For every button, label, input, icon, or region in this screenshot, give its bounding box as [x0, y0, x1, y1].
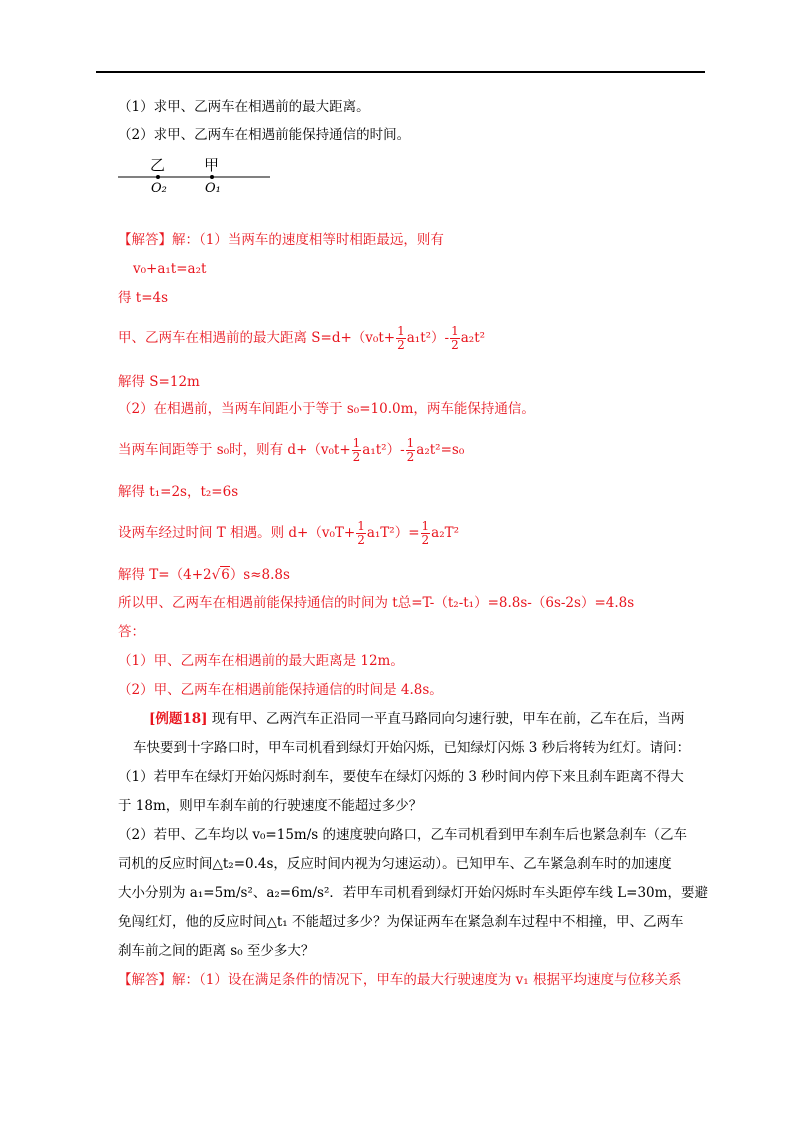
- meeting-equation: 设两车经过时间 T 相遇。则 d+（v₀T+ $\frac{1}{2}$ a₁T²）= $\frac{1}{2}$ a₂T²: [118, 519, 460, 547]
- position-diagram: [118, 150, 278, 196]
- max-distance-formula: 甲、乙两车在相遇前的最大距离 S=d+（v₀t+ $\frac{1}{2}$ a₁t²）- $\frac{1}{2}$ a₂t²: [118, 324, 486, 352]
- fraction-half: $\frac{1}{2}$: [397, 324, 405, 352]
- example-18-line-2: 车快要到十字路口时，甲车司机看到绿灯开始闪烁，已知绿灯闪烁 3 秒后将转为红灯。请问：: [133, 740, 691, 756]
- question-part-1: （1）求甲、乙两车在相遇前的最大距离。: [118, 99, 370, 115]
- result-t: 得 t=4s: [118, 290, 169, 306]
- label-yi: 乙: [150, 156, 166, 174]
- example-18-line-8: 免闯红灯，他的反应时间△t₁ 不能超过多少？为保证两车在紧急刹车过程中不相撞，甲、乙两车: [118, 914, 684, 930]
- label-o2: O₂: [151, 181, 167, 196]
- result-t1-t2: 解得 t₁=2s，t₂=6s: [118, 484, 239, 500]
- result-T: 解得 T=（4+2√6）s≈8.8s: [118, 567, 290, 583]
- point-o1: [210, 175, 214, 179]
- answer-tag: 【解答】: [118, 232, 172, 248]
- fraction-half: $\frac{1}{2}$: [406, 436, 415, 464]
- question-part-2: （2）求甲、乙两车在相遇前能保持通信的时间。: [118, 127, 411, 143]
- label-jia: 甲: [204, 156, 220, 174]
- example-18-line-4: 于 18m，则甲车刹车前的行驶速度不能超过多少？: [118, 798, 423, 814]
- example-18-line-3: （1）若甲车在绿灯开始闪烁时刹车，要使车在绿灯闪烁的 3 秒时间内停下来且刹车距离不得大: [118, 769, 684, 785]
- example-18-line-1: [例题18] 现有甲、乙两汽车正沿同一平直马路同向匀速行驶，甲车在前，乙车在后，当两: [149, 711, 685, 727]
- answer-2-intro: 【解答】解：（1）设在满足条件的情况下，甲车的最大行驶速度为 v₁ 根据平均速度与位移关系: [118, 972, 682, 988]
- fraction-half: $\frac{1}{2}$: [352, 436, 361, 464]
- example-tag: [例题18]: [149, 711, 208, 727]
- fraction-half: $\frac{1}{2}$: [421, 519, 430, 547]
- example-18-line-6: 司机的反应时间△t₂=0.4s，反应时间内视为匀速运动）。已知甲车、乙车紧急刹车时的加速度: [118, 856, 672, 872]
- label-o1: O₁: [205, 181, 221, 196]
- example-18-line-9: 刹车前之间的距离 s₀ 至少多大？: [118, 943, 315, 959]
- part2-intro: （2）在相遇前，当两车间距小于等于 s₀=10.0m，两车能保持通信。: [118, 401, 535, 417]
- communication-equation: 当两车间距等于 s₀时，则有 d+（v₀t+ $\frac{1}{2}$ a₁t²）- $\frac{1}{2}$ a₂t²=s₀: [118, 436, 465, 464]
- point-o2: [156, 175, 160, 179]
- answer-label: 答：: [118, 624, 145, 640]
- example-18-line-7: 大小分别为 a₁=5m/s²、a₂=6m/s²．若甲车司机看到绿灯开始闪烁时车头距停车线 L=30m，要避: [118, 885, 708, 901]
- header-rule: [96, 71, 705, 73]
- answer-intro: 【解答】解：（1）当两车的速度相等时相距最远，则有: [118, 232, 444, 248]
- equation-velocity: v₀+a₁t=a₂t: [133, 261, 207, 277]
- example-18-line-5: （2）若甲、乙车均以 v₀=15m/s 的速度驶向路口，乙车司机看到甲车刹车后也紧急刹车（乙车: [118, 827, 687, 843]
- fraction-half: $\frac{1}{2}$: [357, 519, 365, 547]
- total-time: 所以甲、乙两车在相遇前能保持通信的时间为 t总=T-（t₂-t₁）=8.8s-（6s-2s）=4.8s: [118, 595, 635, 611]
- sqrt-sign: √: [211, 567, 221, 583]
- fraction-half: $\frac{1}{2}$: [451, 324, 459, 352]
- result-s: 解得 S=12m: [118, 374, 200, 390]
- final-answer-2: （2）甲、乙两车在相遇前能保持通信的时间是 4.8s。: [118, 682, 443, 698]
- answer-tag: 【解答】: [118, 972, 172, 988]
- final-answer-1: （1）甲、乙两车在相遇前的最大距离是 12m。: [118, 653, 404, 669]
